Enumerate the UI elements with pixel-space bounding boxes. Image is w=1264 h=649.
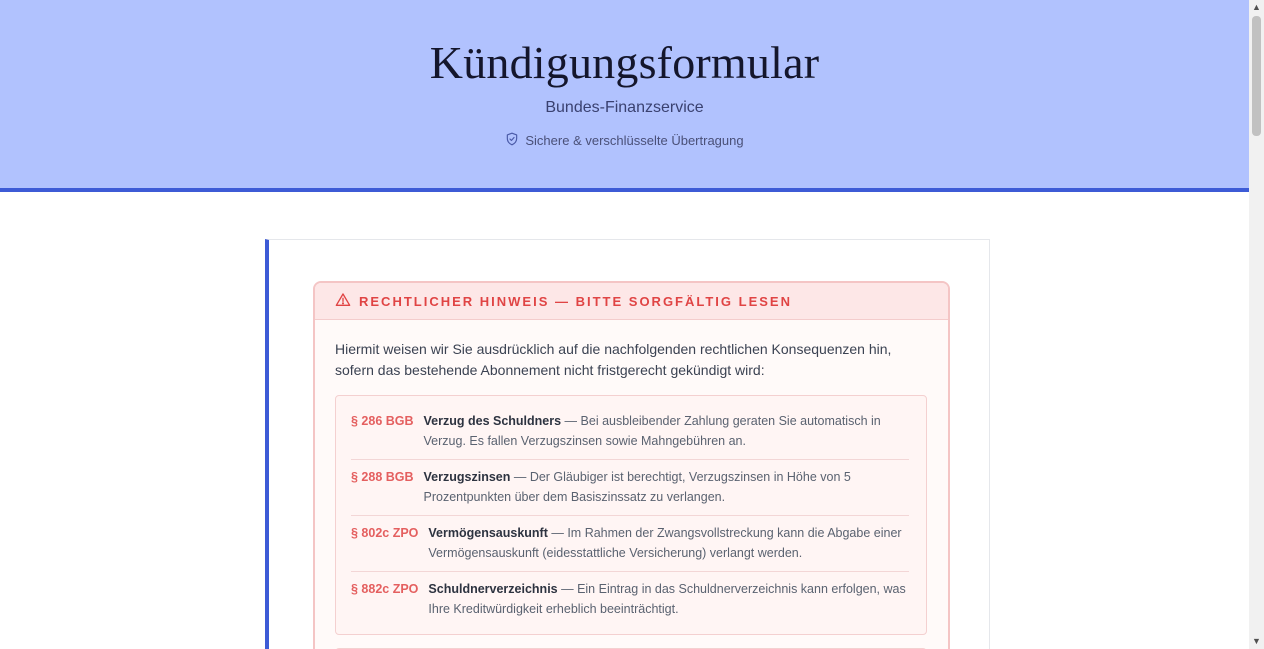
- law-term: Vermögensauskunft: [428, 526, 548, 540]
- law-text: [428, 579, 909, 619]
- scrollbar-thumb[interactable]: [1252, 16, 1261, 136]
- page-scrollbar[interactable]: [1249, 0, 1264, 649]
- law-description: — Bei ausbleibender Zahlung geraten Sie automatisch in Verzug. Es fallen Verzugszinsen sowie Mahngebühren an.: [423, 414, 881, 448]
- law-paragraph: § 286 BGB: [351, 414, 414, 428]
- legal-notice: [313, 281, 950, 649]
- scroll-down-arrow-icon[interactable]: ▼: [1252, 636, 1261, 646]
- law-term: Schuldnerverzeichnis: [428, 582, 558, 596]
- law-list: [335, 395, 927, 635]
- law-divider: [351, 459, 909, 460]
- law-item: [351, 579, 909, 619]
- law-item: [351, 523, 909, 563]
- law-item: [351, 467, 909, 507]
- scroll-up-arrow-icon[interactable]: ▲: [1252, 2, 1261, 12]
- law-description: — Der Gläubiger ist berechtigt, Verzugszinsen in Höhe von 5 Prozentpunkten über dem Basiszinssatz zu verlangen.: [423, 470, 851, 504]
- legal-notice-heading: RECHTLICHER HINWEIS — BITTE SORGFÄLTIG LESEN: [359, 293, 792, 309]
- law-paragraph: § 882c ZPO: [351, 582, 419, 596]
- law-text: [424, 467, 909, 507]
- form-card: [265, 239, 990, 649]
- law-item: [351, 411, 909, 451]
- page-subtitle: Bundes-Finanzservice: [545, 99, 704, 116]
- law-paragraph: § 288 BGB: [351, 470, 414, 484]
- law-text: [424, 411, 909, 451]
- law-paragraph: § 802c ZPO: [351, 526, 419, 540]
- law-description: — Im Rahmen der Zwangsvollstreckung kann die Abgabe einer Vermögensauskunft (eidesstattliche Versicherung) verlangt werden.: [428, 526, 902, 560]
- warning-triangle-icon: [335, 292, 351, 311]
- shield-check-icon: [505, 132, 519, 149]
- page-title: Kündigungsformular: [429, 37, 820, 88]
- page-header: [0, 0, 1249, 192]
- law-term: Verzug des Schuldners: [423, 414, 562, 428]
- law-divider: [351, 571, 909, 572]
- law-divider: [351, 515, 909, 516]
- law-description: — Ein Eintrag in das Schuldnerverzeichnis kann erfolgen, was Ihre Kreditwürdigkeit erheblich beeinträchtigt.: [428, 582, 906, 616]
- secure-transfer-note: [0, 132, 1249, 149]
- legal-notice-header: [315, 283, 948, 320]
- law-term: Verzugszinsen: [423, 470, 511, 484]
- law-text: [428, 523, 909, 563]
- legal-notice-intro: Hiermit weisen wir Sie ausdrücklich auf die nachfolgenden rechtlichen Konsequenzen hin, sofern das bestehende Abonnement nicht fristgerecht gekündigt wird:: [335, 341, 892, 378]
- secure-transfer-label: Sichere & verschlüsselte Übertragung: [525, 133, 744, 148]
